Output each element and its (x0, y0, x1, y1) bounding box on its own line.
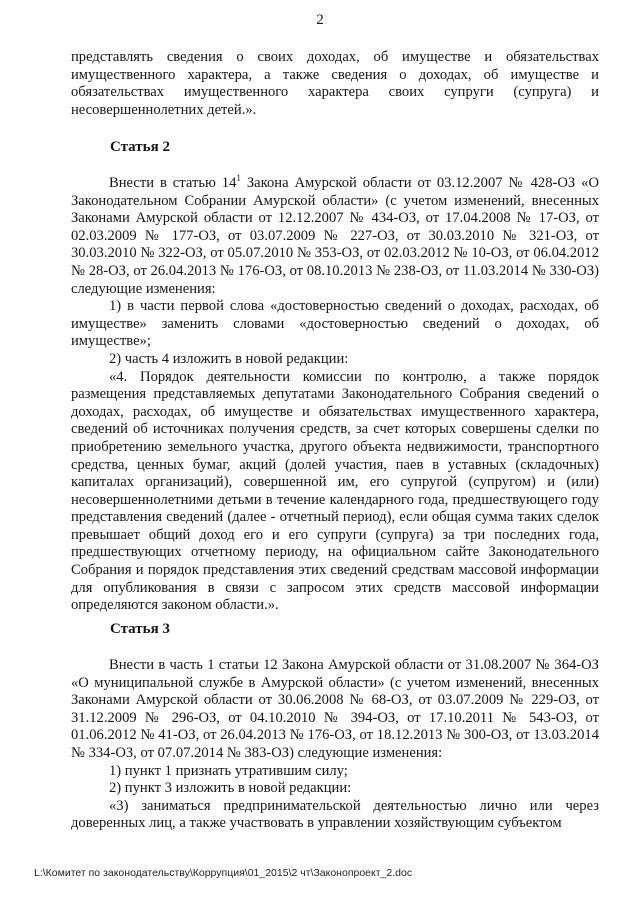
article-3-item-1: 1) пункт 1 признать утратившим силу; (109, 762, 348, 779)
article-3-item-2: 2) пункт 3 изложить в новой редакции: (109, 780, 352, 797)
footer-file-path: L:\Комитет по законодательству\Коррупция\01_2015\2 чт\Законопроект_2.doc (34, 867, 413, 879)
article-3-body (71, 657, 599, 833)
article-2-intro (71, 175, 599, 298)
page-number: 2 (316, 12, 324, 28)
article-2-intro-a: Внести в статью 14 (109, 175, 237, 191)
article-2-body (71, 175, 599, 615)
article-2-item-1: 1) в части первой слова «достоверностью сведений о доходах, расходах, об имуществе» заменить словами «достоверностью сведений о доходах, об имуществе»; (71, 298, 599, 350)
intro-paragraph-block (71, 49, 599, 119)
article-3-intro: Внести в часть 1 статьи 12 Закона Амурской области от 31.08.2007 № 364-ОЗ «О муниципальной службе в Амурской области» (с учетом изменений, внесенных Законами Амурской области от 30.06.2008 № 68-ОЗ, от 03.07.2009 № 229-ОЗ, от 31.12.2009 № 296-ОЗ, от 04.10.2010 № 394-ОЗ, от 17.10.2011 № 543-ОЗ, от 01.06.2012 № 41-ОЗ, от 26.04.2013 № 176-ОЗ, от 18.12.2013 № 300-ОЗ, от 13.03.2014 № 334-ОЗ, от 07.07.2014 № 383-ОЗ) следующие изменения: (71, 657, 599, 761)
article-2-item-2: 2) часть 4 изложить в новой редакции: (109, 350, 349, 367)
article-3-quote: «3) заниматься предпринимательской деятельностью лично или через доверенных лиц, а также участвовать в управлении хозяйствующим субъектом (71, 797, 599, 832)
article-2-intro-sup: 1 (236, 173, 241, 184)
article-3-heading: Статья 3 (110, 621, 170, 637)
article-2-heading: Статья 2 (110, 139, 170, 155)
article-2-quote: «4. Порядок деятельности комиссии по контролю, а также порядок размещения представляемых депутатами Законодательного Собрания сведений о доходах, расходах, об имуществе и обязательствах имущественного характера, сведений об источниках получения средств, за счет которых совершены сделки по приобретению земельного участка, другого объекта недвижимости, транспортного средства, ценных бумаг, акций (долей участия, паев в уставных (складочных) капиталах организаций), совершенной им, его супругой (супругом) и (или) несовершеннолетними детьми в течение календарного года, предшествующего году представления сведений (далее - отчетный период), если общая сумма таких сделок превышает общий доход его и его супруги (супруга) за три последних года, предшествующих отчетному периоду, на официальном сайте Законодательного Собрания и порядок представления этих сведений средствам массовой информации для опубликования в связи с запросом этих средств массовой информации определяются законом области.». (71, 368, 599, 614)
intro-paragraph: представлять сведения о своих доходах, об имуществе и обязательствах имущественного характера, а также сведения о доходах, об имуществе и обязательствах имущественного характера своих супруги (супруга) и несовершеннолетних детей.». (71, 49, 599, 118)
article-2-intro-b: Закона Амурской области от 03.12.2007 № 428-ОЗ «О Законодательном Собрании Амурской области» (с учетом изменений, внесенных Законами Амурской области от 12.12.2007 № 434-ОЗ, от 17.04.2008 № 17-ОЗ, от 02.03.2009 № 177-ОЗ, от 03.07.2009 № 227-ОЗ, от 30.03.2010 № 321-ОЗ, от 30.03.2010 № 322-ОЗ, от 05.07.2010 № 353-ОЗ, от 02.03.2012 № 10-ОЗ, от 06.04.2012 № 28-ОЗ, от 26.04.2013 № 176-ОЗ, от 08.10.2013 № 238-ОЗ, от 11.03.2014 № 330-ОЗ) следующие изменения: (71, 175, 599, 297)
